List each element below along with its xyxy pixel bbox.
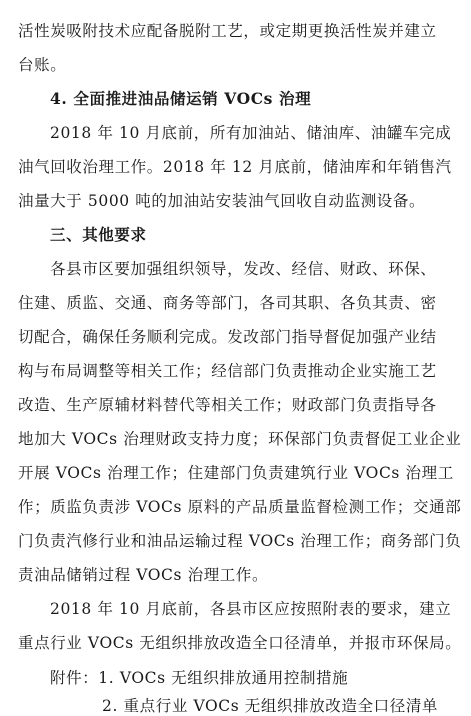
paragraph-line: 住建、质监、交通、商务等部门，各司其职、各负其责、密 [18,294,437,312]
attachment-line-1: 附件：1. VOCs 无组织排放通用控制措施 [50,669,349,687]
attachment-line-2: 2. 重点行业 VOCs 无组织排放改造全口径清单 [102,697,439,715]
paragraph-line: 台账。 [18,56,67,74]
paragraph-line: 2018 年 10 月底前，各县市区应按照附表的要求，建立 [50,600,452,618]
paragraph-line: 门负责汽修行业和油品运输过程 VOCs 治理工作；商务部门负 [18,532,462,550]
paragraph-line: 改造、生产原辅材料替代等相关工作；财政部门负责指导各 [18,396,437,414]
paragraph-line: 活性炭吸附技术应配备脱附工艺，或定期更换活性炭并建立 [18,22,437,40]
paragraph-line: 切配合，确保任务顺利完成。发改部门指导督促加强产业结 [18,328,437,346]
paragraph-line: 构与布局调整等相关工作；经信部门负责推动企业实施工艺 [18,362,437,380]
paragraph-line: 重点行业 VOCs 无组织排放改造全口径清单，并报市环保局。 [18,634,462,652]
paragraph-line: 作；质监负责涉 VOCs 原料的产品质量监督检测工作；交通部 [18,498,462,516]
paragraph-line: 油气回收治理工作。2018 年 12 月底前，储油库和年销售汽 [18,158,452,176]
paragraph-line: 地加大 VOCs 治理财政支持力度；环保部门负责督促工业企业 [18,430,462,448]
section-heading-other-requirements: 三、其他要求 [50,225,147,244]
section-heading-4: 4. 全面推进油品储运销 VOCs 治理 [50,89,312,108]
paragraph-line: 2018 年 10 月底前，所有加油站、储油库、油罐车完成 [50,124,452,142]
paragraph-line: 责油品储销过程 VOCs 治理工作。 [18,566,269,584]
paragraph-line: 开展 VOCs 治理工作；住建部门负责建筑行业 VOCs 治理工 [18,464,454,482]
paragraph-line: 各县市区要加强组织领导，发改、经信、财政、环保、 [50,260,437,278]
paragraph-line: 油量大于 5000 吨的加油站安装油气回收自动监测设备。 [18,192,426,210]
